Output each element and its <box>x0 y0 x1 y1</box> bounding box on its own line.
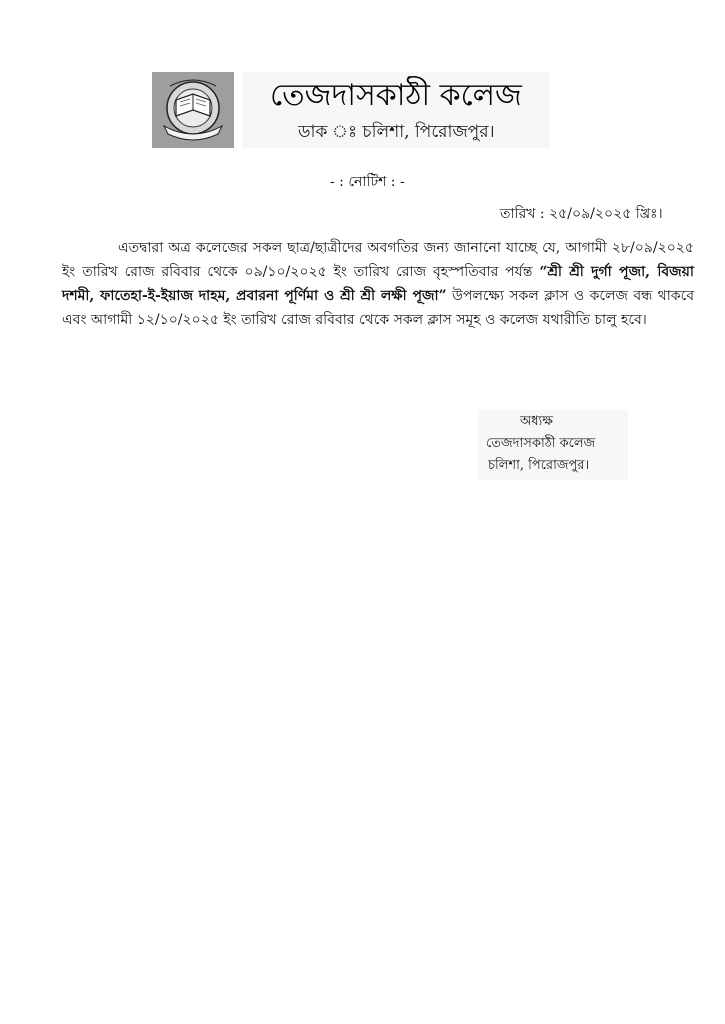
college-crest-icon <box>152 72 234 148</box>
signature-address: চলিশা, পিরোজপুর। <box>488 458 590 473</box>
notice-body-emphasis: “শ্রী শ্রী দুর্গা পূজা, বিজয়া দশমী, ফাতেহা-ই-ইয়াজ দাহম, প্রবারনা পূর্ণিমা ও শ্রী শ্রী লক্ষী পূজা” <box>62 264 694 304</box>
notice-paragraph <box>62 236 694 332</box>
college-logo <box>152 72 234 148</box>
notice-date: তারিখ : ২৫/০৯/২০২৫ খ্রিঃ। <box>500 206 663 222</box>
notice-body-part2: উপলক্ষ্যে সকল ক্লাস ও কলেজ বন্ধ থাকবে এবং আগামী ১২/১০/২০২৫ ইং তারিখ রোজ রবিবার থেকে সকল ক্লাস সমূহ ও কলেজ যথারীতি চালু হবে। <box>62 288 694 328</box>
notice-body <box>62 236 694 332</box>
signature-college: তেজদাসকাঠী কলেজ <box>486 436 596 451</box>
college-address: ডাক ঃ চলিশা, পিরোজপুর। <box>298 122 495 142</box>
signature-title: অধ্যক্ষ <box>520 414 553 429</box>
notice-heading: - : নোটিশ : - <box>330 174 405 190</box>
notice-body-part1: এতদ্বারা অত্র কলেজের সকল ছাত্র/ছাত্রীদের অবগতির জন্য জানানো যাচ্ছে যে, আগামী ২৮/০৯/২০২৫ ইং তারিখ রোজ রবিবার থেকে ০৯/১০/২০২৫ ইং তারিখ রোজ বৃহস্পতিবার পর্যন্ত <box>62 240 694 280</box>
college-name: তেজদাসকাঠী কলেজ <box>270 78 522 113</box>
